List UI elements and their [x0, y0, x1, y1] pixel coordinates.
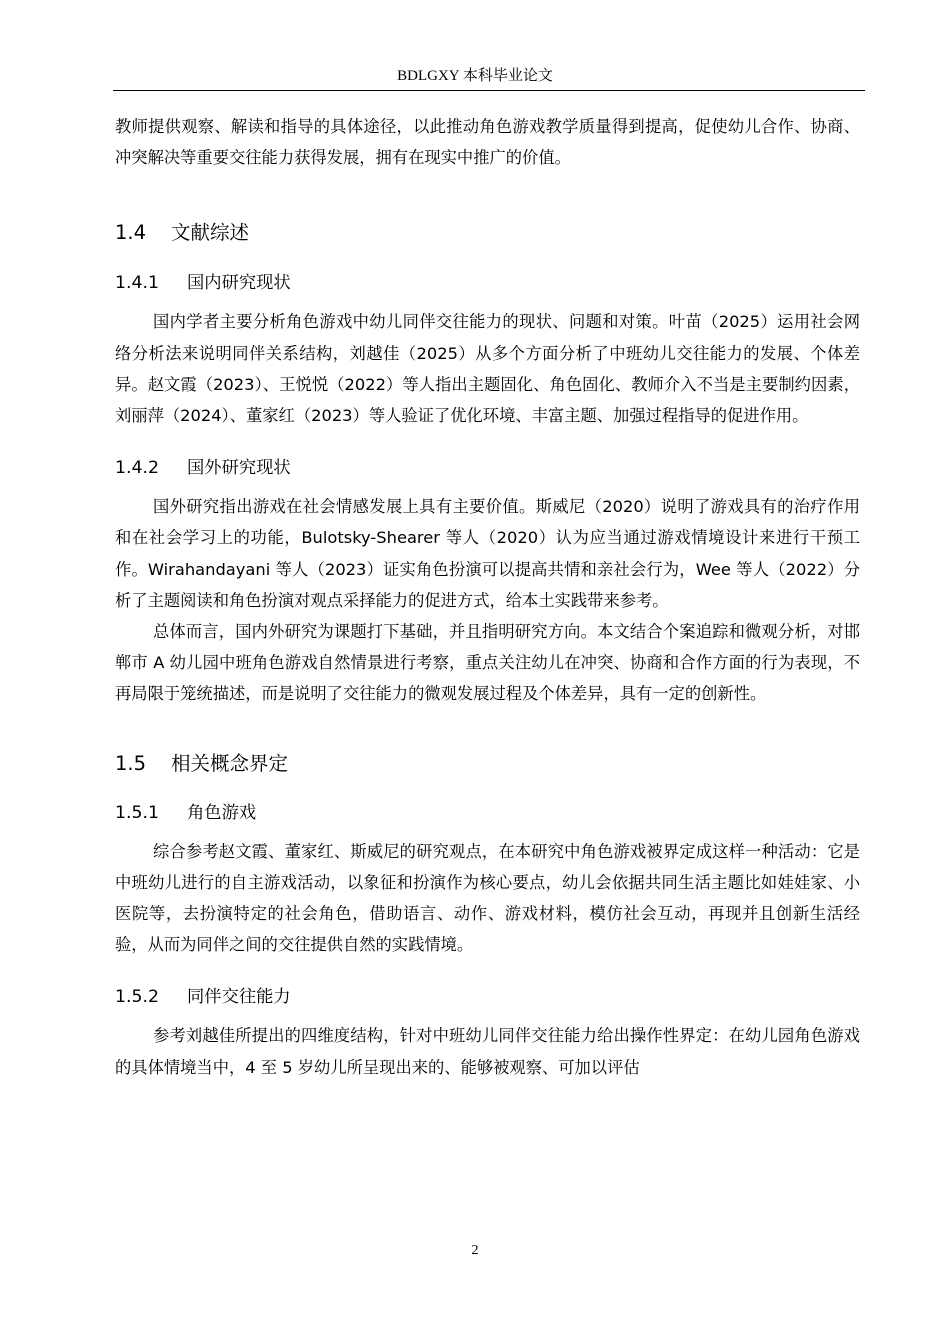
subsection-number: 1.4.1 — [115, 273, 159, 294]
subsection-heading-1-5-1 — [115, 800, 860, 826]
subsection-number: 1.5.2 — [115, 987, 159, 1008]
paragraph-continued: 教师提供观察、解读和指导的具体途径，以此推动角色游戏教学质量得到提高，促使幼儿合作、协商、冲突解决等重要交往能力获得发展，拥有在现实中推广的价值。 — [115, 117, 860, 168]
page-number: 2 — [471, 1243, 479, 1258]
section-number: 1.4 — [115, 221, 147, 245]
subsection-number: 1.5.1 — [115, 802, 159, 823]
section-heading-1-4 — [115, 219, 860, 247]
paragraph-peer-interaction-definition: 参考刘越佳所提出的四维度结构，针对中班幼儿同伴交往能力给出操作性界定：在幼儿园角色游戏的具体情境当中，4 至 5 岁幼儿所呈现出来的、能够被观察、可加以评估 — [115, 1026, 860, 1077]
paragraph-summary: 总体而言，国内外研究为课题打下基础，并且指明研究方向。本文结合个案追踪和微观分析，对邯郸市 A 幼儿园中班角色游戏自然情景进行考察，重点关注幼儿在冲突、协商和合作方面的行为表现，不再局限于笼统描述，而是说明了交往能力的微观发展过程及个体差异，具有一定的创新性。 — [115, 622, 860, 704]
section-title: 相关概念界定 — [171, 751, 289, 775]
paragraph-domestic-research: 国内学者主要分析角色游戏中幼儿同伴交往能力的现状、问题和对策。叶苗（2025）运用社会网络分析法来说明同伴关系结构，刘越佳（2025）从多个方面分析了中班幼儿交往能力的发展、个体差异。赵文霞（2023）、王悦悦（2022）等人指出主题固化、角色固化、教师介入不当是主要制约因素，刘丽萍（2024）、董家红（2023）等人验证了优化环境、丰富主题、加强过程指导的促进作用。 — [115, 312, 860, 426]
subsection-title: 同伴交往能力 — [187, 987, 291, 1008]
subsection-heading-1-4-2 — [115, 455, 860, 481]
section-number: 1.5 — [115, 751, 147, 775]
subsection-title: 国外研究现状 — [187, 458, 291, 479]
running-header: BDLGXY 本科毕业论文 — [397, 68, 553, 84]
paragraph-role-play-definition: 综合参考赵文霞、董家红、斯威尼的研究观点，在本研究中角色游戏被界定成这样一种活动：它是中班幼儿进行的自主游戏活动，以象征和扮演作为核心要点，幼儿会依据共同生活主题比如娃娃家、小医院等，去扮演特定的社会角色，借助语言、动作、游戏材料，模仿社会互动，再现并且创新生活经验，从而为同伴之间的交往提供自然的实践情境。 — [115, 841, 860, 955]
paragraph-foreign-research: 国外研究指出游戏在社会情感发展上具有主要价值。斯威尼（2020）说明了游戏具有的治疗作用和在社会学习上的功能，Bulotsky-Shearer 等人（2020）认为应当通过游戏情境设计来进行干预工作。Wirahandayani 等人（2023）证实角色扮演可以提高共情和亲社会行为，Wee 等人（2022）分析了主题阅读和角色扮演对观点采择能力的促进方式，给本土实践带来参考。 — [115, 497, 860, 610]
subsection-heading-1-5-2 — [115, 984, 860, 1010]
subsection-number: 1.4.2 — [115, 458, 159, 479]
subsection-title: 角色游戏 — [187, 802, 257, 823]
section-heading-1-5 — [115, 750, 860, 778]
header-divider — [113, 90, 865, 91]
subsection-heading-1-4-1 — [115, 270, 860, 296]
subsection-title: 国内研究现状 — [187, 273, 291, 294]
section-title: 文献综述 — [171, 221, 250, 245]
page-content — [115, 104, 860, 1083]
